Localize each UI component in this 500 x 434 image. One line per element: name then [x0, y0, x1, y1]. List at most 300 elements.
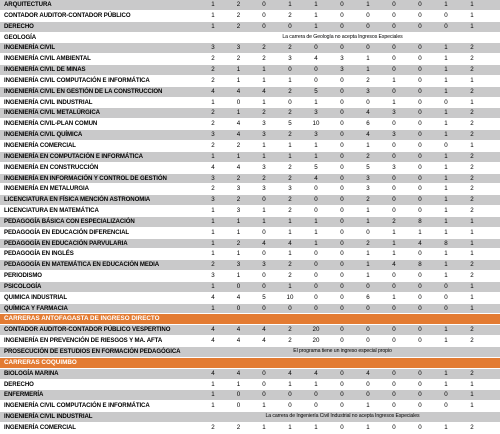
- table-cell: 1: [251, 151, 277, 162]
- row-edge-spacer: [485, 260, 500, 271]
- career-name: INGENIERÍA CIVIL DE MINAS: [0, 65, 200, 76]
- table-cell: 1: [200, 379, 226, 390]
- career-name: CONTADOR AUDITOR-CONTADOR PÚBLICO VESPERTINO: [0, 325, 200, 336]
- table-cell: 2: [226, 21, 251, 32]
- table-cell: 0: [381, 281, 407, 292]
- table-cell: 3: [200, 173, 226, 184]
- table-cell: 0: [329, 227, 355, 238]
- table-cell: 1: [459, 379, 485, 390]
- table-row: [0, 119, 500, 130]
- table-cell: 0: [277, 65, 303, 76]
- table-cell: 2: [459, 86, 485, 97]
- table-cell: 0: [251, 227, 277, 238]
- table-cell: 0: [433, 10, 459, 21]
- table-cell: 2: [251, 54, 277, 65]
- table-cell: 0: [407, 195, 433, 206]
- table-cell: 1: [433, 249, 459, 260]
- table-cell: 1: [200, 206, 226, 217]
- table-cell: 1: [459, 97, 485, 108]
- table-row: [0, 0, 500, 10]
- table-cell: 4: [355, 130, 381, 141]
- table-cell: 0: [407, 86, 433, 97]
- table-cell: 0: [381, 206, 407, 217]
- table-cell: 2: [277, 325, 303, 336]
- table-cell: 0: [329, 184, 355, 195]
- table-row: [0, 162, 500, 173]
- table-cell: 0: [251, 271, 277, 282]
- career-name: CONTADOR AUDITOR-CONTADOR PÚBLICO: [0, 10, 200, 21]
- table-cell: 5: [303, 86, 329, 97]
- table-cell: 2: [226, 238, 251, 249]
- table-cell: 2: [459, 108, 485, 119]
- row-note: El programa tiene un ingreso especial propio: [200, 347, 485, 358]
- table-cell: 0: [329, 249, 355, 260]
- table-cell: 1: [200, 238, 226, 249]
- table-cell: 2: [459, 162, 485, 173]
- career-name: GEOLOGÍA: [0, 32, 200, 43]
- table-cell: 3: [329, 65, 355, 76]
- table-cell: 0: [226, 303, 251, 314]
- table-cell: 1: [433, 54, 459, 65]
- table-cell: 2: [277, 260, 303, 271]
- table-cell: 1: [459, 140, 485, 151]
- career-name: INGENIERÍA CIVIL EN GESTIÓN DE LA CONSTRUCCION: [0, 86, 200, 97]
- table-cell: 4: [200, 86, 226, 97]
- table-cell: 0: [381, 21, 407, 32]
- table-cell: 0: [381, 336, 407, 347]
- table-cell: 1: [459, 238, 485, 249]
- table-cell: 0: [329, 0, 355, 10]
- table-cell: 1: [200, 10, 226, 21]
- table-cell: 0: [407, 21, 433, 32]
- table-cell: 0: [381, 184, 407, 195]
- section-title: CARRERAS COQUIMBO: [0, 357, 500, 368]
- table-cell: 1: [277, 281, 303, 292]
- table-row: [0, 151, 500, 162]
- table-cell: 1: [459, 390, 485, 401]
- table-cell: 2: [459, 271, 485, 282]
- career-name: INGENIERÍA CIVIL-PLAN COMUN: [0, 119, 200, 130]
- table-row: [0, 422, 500, 433]
- table-cell: 3: [277, 184, 303, 195]
- table-cell: 0: [251, 249, 277, 260]
- table-cell: 1: [200, 97, 226, 108]
- table-cell: 0: [251, 0, 277, 10]
- table-cell: 4: [303, 173, 329, 184]
- table-cell: 1: [355, 140, 381, 151]
- table-row: [0, 86, 500, 97]
- row-edge-spacer: [485, 184, 500, 195]
- table-cell: 2: [459, 206, 485, 217]
- table-row: [0, 347, 500, 358]
- table-cell: 4: [251, 238, 277, 249]
- table-cell: 2: [459, 43, 485, 54]
- table-cell: 0: [303, 260, 329, 271]
- table-cell: 3: [251, 184, 277, 195]
- table-cell: 0: [381, 271, 407, 282]
- row-edge-spacer: [485, 303, 500, 314]
- table-row: [0, 216, 500, 227]
- table-cell: 2: [200, 119, 226, 130]
- table-cell: 2: [459, 130, 485, 141]
- table-cell: 3: [329, 54, 355, 65]
- table-cell: 1: [303, 21, 329, 32]
- row-note: La carrera de Ingeniería Civil Industrial no acepta Ingresos Especiales: [200, 412, 485, 423]
- table-cell: 1: [200, 303, 226, 314]
- table-cell: 0: [303, 195, 329, 206]
- table-cell: 1: [226, 65, 251, 76]
- table-cell: 1: [200, 401, 226, 412]
- table-row: [0, 43, 500, 54]
- row-edge-spacer: [485, 422, 500, 433]
- row-note: La carrera de Geología no acepta Ingresos Especiales: [200, 32, 485, 43]
- table-cell: 0: [381, 325, 407, 336]
- table-cell: 1: [226, 271, 251, 282]
- table-cell: 0: [226, 401, 251, 412]
- table-row: [0, 97, 500, 108]
- table-cell: 4: [277, 368, 303, 379]
- table-cell: 1: [381, 97, 407, 108]
- table-cell: 1: [303, 422, 329, 433]
- table-cell: 1: [303, 379, 329, 390]
- table-cell: 1: [433, 216, 459, 227]
- table-cell: 0: [251, 10, 277, 21]
- table-cell: 0: [329, 97, 355, 108]
- career-name: INGENIERÍA COMERCIAL: [0, 422, 200, 433]
- table-cell: 2: [251, 43, 277, 54]
- table-cell: 6: [355, 119, 381, 130]
- table-cell: 0: [355, 21, 381, 32]
- table-cell: 0: [355, 281, 381, 292]
- table-cell: 1: [355, 422, 381, 433]
- career-name: INGENIERÍA CIVIL COMPUTACIÓN E INFORMÁTICA: [0, 75, 200, 86]
- table-cell: 2: [200, 184, 226, 195]
- table-cell: 2: [277, 195, 303, 206]
- table-cell: 2: [459, 151, 485, 162]
- table-cell: 0: [329, 422, 355, 433]
- table-cell: 0: [329, 140, 355, 151]
- table-cell: 1: [200, 216, 226, 227]
- table-cell: 0: [407, 54, 433, 65]
- table-cell: 1: [200, 21, 226, 32]
- table-cell: 0: [329, 130, 355, 141]
- career-name: INGENIERÍA COMERCIAL: [0, 140, 200, 151]
- table-cell: 2: [200, 422, 226, 433]
- table-cell: 3: [303, 130, 329, 141]
- table-row: [0, 140, 500, 151]
- table-cell: 0: [277, 21, 303, 32]
- table-cell: 0: [407, 401, 433, 412]
- row-edge-spacer: [485, 281, 500, 292]
- table-cell: 0: [329, 281, 355, 292]
- table-cell: 1: [303, 216, 329, 227]
- table-cell: 1: [459, 75, 485, 86]
- table-cell: 0: [381, 422, 407, 433]
- table-cell: 0: [407, 108, 433, 119]
- row-edge-spacer: [485, 21, 500, 32]
- career-name: INGENIERÍA CIVIL AMBIENTAL: [0, 54, 200, 65]
- table-row: [0, 173, 500, 184]
- table-cell: 0: [251, 195, 277, 206]
- table-cell: 3: [251, 119, 277, 130]
- table-cell: 0: [329, 119, 355, 130]
- table-cell: 0: [329, 303, 355, 314]
- table-cell: 3: [200, 195, 226, 206]
- table-cell: 1: [381, 227, 407, 238]
- table-cell: 4: [200, 292, 226, 303]
- career-name: QUÍMICA Y FARMACIA: [0, 303, 200, 314]
- table-cell: 0: [381, 303, 407, 314]
- table-cell: 1: [200, 151, 226, 162]
- table-cell: 3: [200, 130, 226, 141]
- table-cell: 0: [303, 303, 329, 314]
- row-edge-spacer: [485, 119, 500, 130]
- table-cell: 0: [381, 10, 407, 21]
- table-cell: 2: [459, 173, 485, 184]
- table-cell: 2: [277, 86, 303, 97]
- table-cell: 0: [407, 336, 433, 347]
- table-cell: 0: [381, 379, 407, 390]
- table-cell: 1: [251, 422, 277, 433]
- table-cell: 5: [251, 292, 277, 303]
- table-cell: 1: [355, 260, 381, 271]
- table-cell: 4: [200, 325, 226, 336]
- table-cell: 4: [200, 162, 226, 173]
- table-row: [0, 54, 500, 65]
- table-cell: 1: [226, 75, 251, 86]
- table-cell: 0: [407, 151, 433, 162]
- row-edge-spacer: [485, 401, 500, 412]
- table-cell: 1: [459, 227, 485, 238]
- table-cell: 0: [329, 206, 355, 217]
- table-cell: 2: [459, 184, 485, 195]
- row-edge-spacer: [485, 97, 500, 108]
- section-header-row: [0, 314, 500, 325]
- table-cell: 0: [329, 390, 355, 401]
- table-cell: 5: [277, 119, 303, 130]
- table-row: [0, 108, 500, 119]
- table-cell: 4: [226, 368, 251, 379]
- table-cell: 0: [407, 325, 433, 336]
- table-cell: 0: [303, 249, 329, 260]
- table-cell: 20: [303, 336, 329, 347]
- table-cell: 2: [277, 173, 303, 184]
- table-cell: 1: [251, 216, 277, 227]
- career-name: INGENIERÍA EN PREVENCIÓN DE RIESGOS Y MA. AFTA: [0, 336, 200, 347]
- table-cell: 0: [277, 390, 303, 401]
- career-name: PEDAGOGÍA EN EDUCACIÓN PARVULARIA: [0, 238, 200, 249]
- row-edge-spacer: [485, 336, 500, 347]
- table-cell: 1: [459, 303, 485, 314]
- table-cell: 1: [355, 401, 381, 412]
- table-cell: 0: [407, 97, 433, 108]
- table-cell: 0: [355, 325, 381, 336]
- table-cell: 1: [433, 119, 459, 130]
- table-cell: 10: [277, 292, 303, 303]
- table-cell: 3: [251, 130, 277, 141]
- table-cell: 2: [459, 368, 485, 379]
- table-cell: 0: [381, 119, 407, 130]
- table-cell: 2: [226, 0, 251, 10]
- table-cell: 1: [433, 43, 459, 54]
- table-cell: 0: [433, 390, 459, 401]
- table-cell: 0: [355, 43, 381, 54]
- table-cell: 1: [355, 206, 381, 217]
- table-cell: 2: [277, 43, 303, 54]
- table-row: [0, 412, 500, 423]
- table-cell: 1: [355, 65, 381, 76]
- table-cell: 1: [226, 108, 251, 119]
- table-cell: 0: [251, 368, 277, 379]
- table-row: [0, 206, 500, 217]
- table-cell: 1: [200, 249, 226, 260]
- table-cell: 3: [226, 206, 251, 217]
- table-cell: 3: [251, 260, 277, 271]
- table-cell: 1: [433, 271, 459, 282]
- career-name: PEDAGOGÍA EN EDUCACIÓN DIFERENCIAL: [0, 227, 200, 238]
- table-cell: 4: [226, 162, 251, 173]
- row-edge-spacer: [485, 325, 500, 336]
- row-edge-spacer: [485, 43, 500, 54]
- table-cell: 2: [459, 195, 485, 206]
- table-cell: 4: [200, 336, 226, 347]
- table-cell: 0: [329, 260, 355, 271]
- table-cell: 1: [433, 75, 459, 86]
- table-cell: 1: [433, 195, 459, 206]
- table-cell: 1: [303, 151, 329, 162]
- table-cell: 4: [251, 325, 277, 336]
- career-name: PROSECUCIÓN DE ESTUDIOS EN FORMACIÓN PEDAGÓGICA: [0, 347, 200, 358]
- table-cell: 1: [251, 97, 277, 108]
- table-cell: 0: [329, 292, 355, 303]
- table-row: [0, 368, 500, 379]
- table-row: [0, 130, 500, 141]
- career-name: INGENIERÍA CIVIL: [0, 43, 200, 54]
- table-cell: 0: [407, 422, 433, 433]
- table-cell: 0: [329, 368, 355, 379]
- table-cell: 1: [433, 162, 459, 173]
- table-cell: 1: [303, 97, 329, 108]
- career-name: INGENIERÍA CIVIL COMPUTACIÓN E INFORMÁTICA: [0, 401, 200, 412]
- table-cell: 1: [226, 227, 251, 238]
- table-cell: 1: [226, 151, 251, 162]
- table-cell: 0: [407, 206, 433, 217]
- table-cell: 3: [226, 184, 251, 195]
- row-edge-spacer: [485, 0, 500, 10]
- table-row: [0, 303, 500, 314]
- table-cell: 4: [355, 368, 381, 379]
- table-cell: 20: [303, 325, 329, 336]
- table-cell: 0: [407, 368, 433, 379]
- table-cell: 4: [251, 86, 277, 97]
- table-cell: 0: [433, 140, 459, 151]
- table-cell: 2: [459, 325, 485, 336]
- table-cell: 0: [407, 281, 433, 292]
- table-cell: 2: [200, 260, 226, 271]
- career-name: ENFERMERÍA: [0, 390, 200, 401]
- career-name: DERECHO: [0, 379, 200, 390]
- table-cell: 0: [226, 281, 251, 292]
- table-cell: 4: [277, 238, 303, 249]
- table-cell: 1: [433, 336, 459, 347]
- table-cell: 1: [433, 151, 459, 162]
- career-name: INGENIERÍA EN INFORMACIÓN Y CONTROL DE GESTIÓN: [0, 173, 200, 184]
- table-cell: 0: [277, 303, 303, 314]
- table-cell: 0: [381, 401, 407, 412]
- table-cell: 1: [433, 379, 459, 390]
- table-cell: 1: [277, 379, 303, 390]
- row-edge-spacer: [485, 271, 500, 282]
- table-cell: 2: [226, 140, 251, 151]
- table-cell: 8: [407, 216, 433, 227]
- table-cell: 1: [200, 0, 226, 10]
- table-row: [0, 379, 500, 390]
- table-cell: 2: [200, 108, 226, 119]
- table-cell: 1: [355, 249, 381, 260]
- table-row: [0, 325, 500, 336]
- table-cell: 1: [200, 281, 226, 292]
- table-cell: 1: [355, 54, 381, 65]
- table-cell: 0: [407, 249, 433, 260]
- table-cell: 0: [407, 173, 433, 184]
- table-row: [0, 227, 500, 238]
- table-cell: 1: [433, 108, 459, 119]
- table-cell: 0: [329, 336, 355, 347]
- table-cell: 1: [277, 216, 303, 227]
- table-cell: 0: [303, 43, 329, 54]
- table-cell: 1: [459, 281, 485, 292]
- table-cell: 0: [381, 65, 407, 76]
- table-cell: 0: [303, 281, 329, 292]
- table-cell: 2: [355, 151, 381, 162]
- table-cell: 2: [355, 195, 381, 206]
- career-name: PERIODISMO: [0, 271, 200, 282]
- table-cell: 0: [329, 108, 355, 119]
- table-cell: 2: [200, 140, 226, 151]
- table-cell: 1: [303, 0, 329, 10]
- table-cell: 1: [303, 238, 329, 249]
- table-cell: 4: [226, 336, 251, 347]
- table-cell: 2: [381, 216, 407, 227]
- table-row: [0, 32, 500, 43]
- table-cell: 3: [251, 162, 277, 173]
- career-name: INGENIERÍA EN CONSTRUCCIÓN: [0, 162, 200, 173]
- table-cell: 2: [277, 108, 303, 119]
- table-cell: 3: [226, 260, 251, 271]
- table-cell: 8: [433, 238, 459, 249]
- table-row: [0, 336, 500, 347]
- row-edge-spacer: [485, 65, 500, 76]
- table-cell: 0: [303, 75, 329, 86]
- table-cell: 0: [329, 43, 355, 54]
- table-cell: 0: [303, 390, 329, 401]
- table-cell: 0: [407, 130, 433, 141]
- table-cell: 1: [433, 184, 459, 195]
- table-cell: 0: [407, 140, 433, 151]
- table-cell: 0: [355, 227, 381, 238]
- table-cell: 0: [329, 21, 355, 32]
- table-cell: 1: [459, 249, 485, 260]
- table-cell: 1: [200, 390, 226, 401]
- table-cell: 0: [251, 390, 277, 401]
- table-cell: 3: [381, 108, 407, 119]
- table-cell: 2: [277, 336, 303, 347]
- row-edge-spacer: [485, 151, 500, 162]
- table-cell: 0: [355, 390, 381, 401]
- table-row: [0, 292, 500, 303]
- table-cell: 1: [407, 227, 433, 238]
- table-cell: 0: [251, 379, 277, 390]
